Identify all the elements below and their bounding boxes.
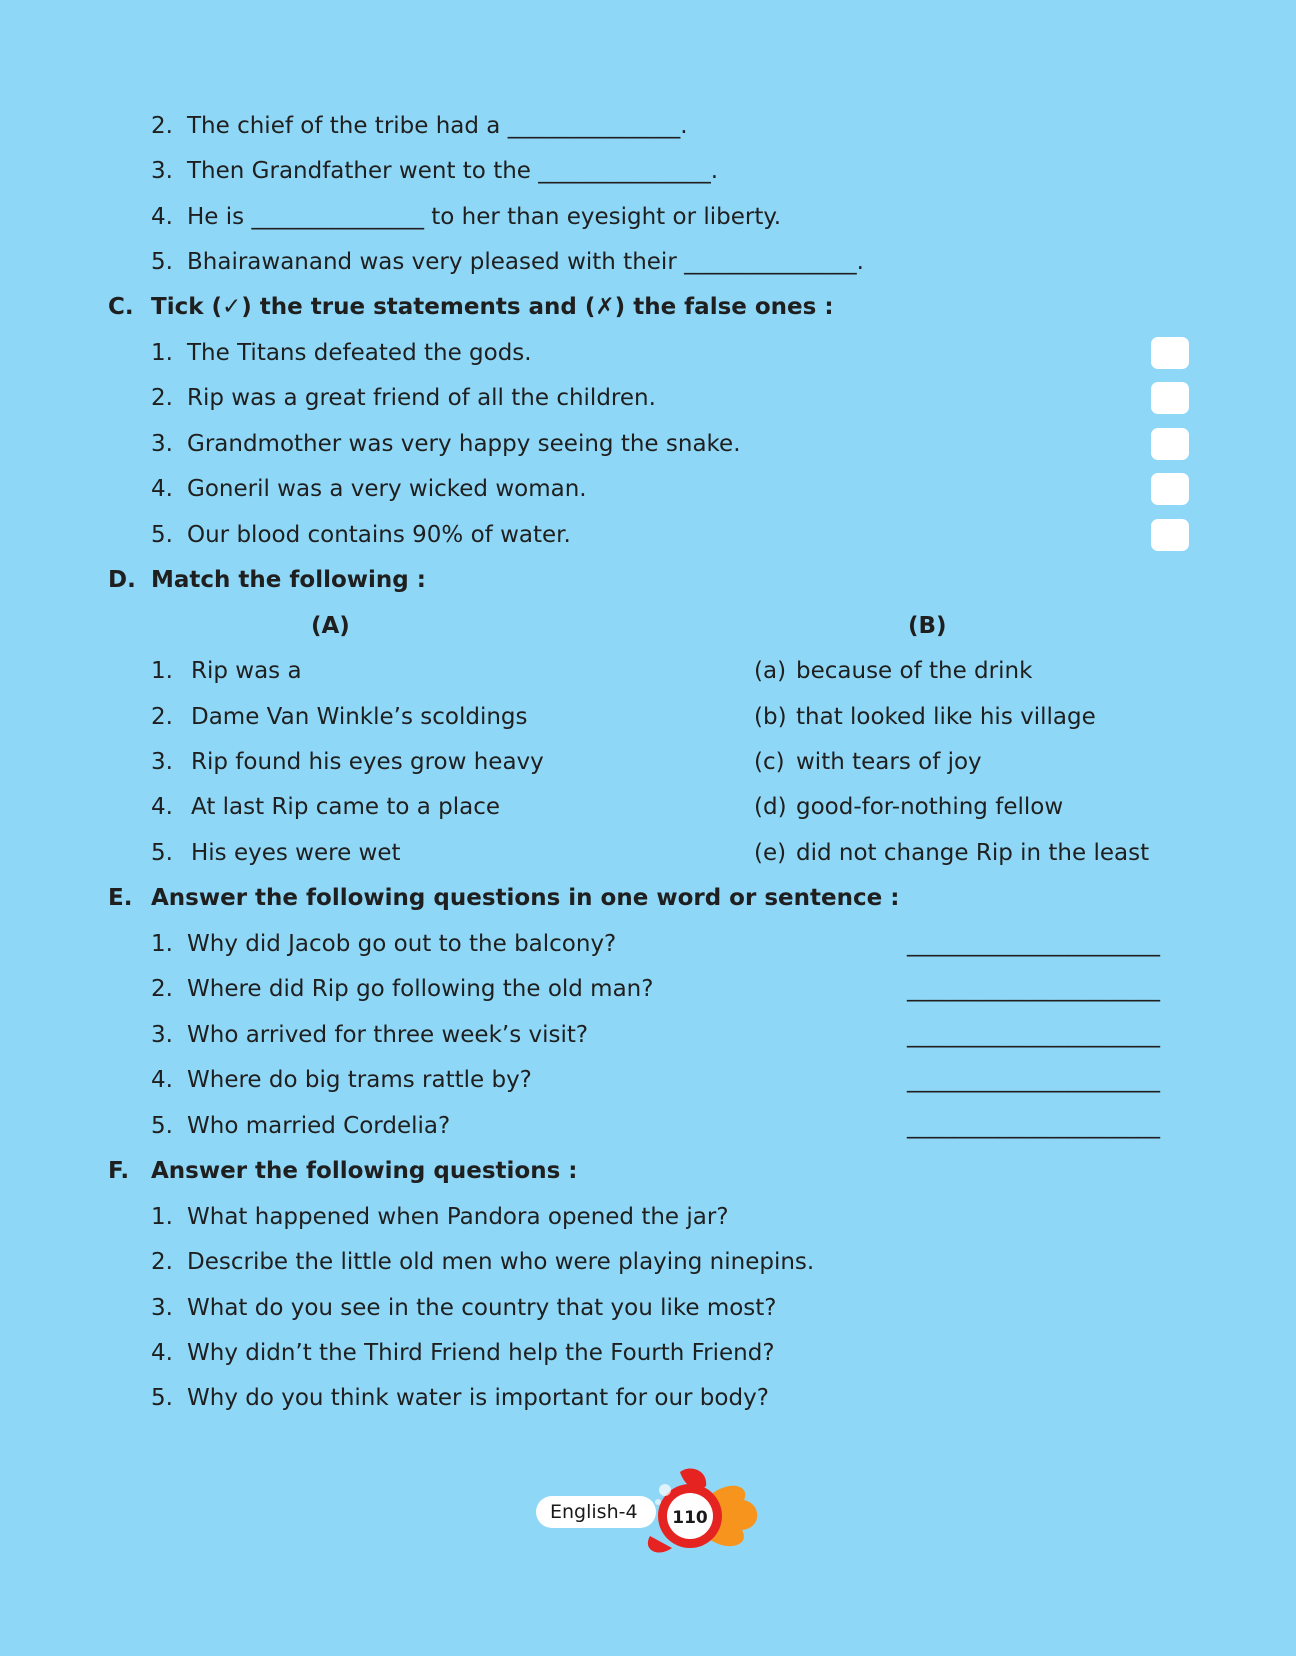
column-b-text: did not change Rip in the least [796,840,1150,866]
item-text: Who married Cordelia? [187,1113,451,1139]
answer-line[interactable]: ______________________ [907,1113,1160,1139]
tick-box[interactable] [1151,337,1189,369]
section-title: Tick (✓) the true statements and (✗) the false ones : [151,294,834,320]
column-b-letter: (b) [754,704,787,730]
column-a-text: Rip was a [191,658,302,684]
item-text: The Titans defeated the gods. [187,340,532,366]
item-number: 4. [151,794,173,820]
column-b-text: with tears of joy [796,749,982,775]
item-number: 3. [151,431,173,457]
fish-badge-icon [530,1466,770,1556]
column-b-text: because of the drink [796,658,1033,684]
item-number: 2. [151,1249,173,1275]
column-b-heading: (B) [908,613,947,639]
page-footer [530,1466,770,1556]
item-text: Describe the little old men who were playing ninepins. [187,1249,815,1275]
section-letter: D. [108,567,136,593]
item-text: Bhairawanand was very pleased with their _______________. [187,249,864,275]
tick-box[interactable] [1151,382,1189,414]
item-text: Our blood contains 90% of water. [187,522,571,548]
section-letter: F. [108,1158,130,1184]
column-b-letter: (c) [754,749,785,775]
section-title: Answer the following questions : [151,1158,578,1184]
answer-line[interactable]: ______________________ [907,931,1160,957]
item-number: 4. [151,1340,173,1366]
section-title: Answer the following questions in one word or sentence : [151,885,900,911]
item-number: 1. [151,340,173,366]
item-number: 3. [151,1295,173,1321]
item-text: Why didn’t the Third Friend help the Fourth Friend? [187,1340,775,1366]
tick-box[interactable] [1151,473,1189,505]
item-text: What do you see in the country that you like most? [187,1295,777,1321]
item-text: Where did Rip go following the old man? [187,976,654,1002]
book-label: English-4 [536,1496,656,1528]
item-number: 1. [151,658,173,684]
item-text: The chief of the tribe had a _______________. [187,113,688,139]
item-number: 2. [151,976,173,1002]
item-number: 5. [151,1385,173,1411]
item-number: 4. [151,476,173,502]
page-number: 110 [672,1508,708,1528]
item-text: Who arrived for three week’s visit? [187,1022,589,1048]
tick-box[interactable] [1151,519,1189,551]
item-number: 1. [151,1204,173,1230]
column-b-text: that looked like his village [796,704,1096,730]
column-a-text: At last Rip came to a place [191,794,501,820]
column-b-letter: (e) [754,840,787,866]
item-number: 4. [151,204,173,230]
item-number: 4. [151,1067,173,1093]
item-number: 5. [151,1113,173,1139]
section-title: Match the following : [151,567,426,593]
column-a-text: Dame Van Winkle’s scoldings [191,704,528,730]
item-number: 2. [151,113,173,139]
column-a-text: Rip found his eyes grow heavy [191,749,544,775]
item-number: 2. [151,704,173,730]
item-text: Where do big trams rattle by? [187,1067,532,1093]
item-text: Why did Jacob go out to the balcony? [187,931,617,957]
item-number: 5. [151,522,173,548]
column-b-text: good-for-nothing fellow [796,794,1064,820]
item-number: 3. [151,158,173,184]
item-number: 5. [151,249,173,275]
column-a-heading: (A) [311,613,350,639]
tick-box[interactable] [1151,428,1189,460]
column-a-text: His eyes were wet [191,840,401,866]
item-text: He is _______________ to her than eyesight or liberty. [187,204,782,230]
section-letter: C. [108,294,134,320]
item-number: 3. [151,1022,173,1048]
answer-line[interactable]: ______________________ [907,1022,1160,1048]
column-b-letter: (d) [754,794,787,820]
column-b-letter: (a) [754,658,787,684]
item-number: 5. [151,840,173,866]
item-text: Goneril was a very wicked woman. [187,476,587,502]
item-text: What happened when Pandora opened the jar? [187,1204,729,1230]
item-text: Why do you think water is important for our body? [187,1385,769,1411]
item-text: Then Grandfather went to the _______________. [187,158,719,184]
item-text: Grandmother was very happy seeing the snake. [187,431,741,457]
item-number: 2. [151,385,173,411]
answer-line[interactable]: ______________________ [907,1067,1160,1093]
section-letter: E. [108,885,133,911]
item-text: Rip was a great friend of all the children. [187,385,656,411]
item-number: 3. [151,749,173,775]
answer-line[interactable]: ______________________ [907,976,1160,1002]
item-number: 1. [151,931,173,957]
